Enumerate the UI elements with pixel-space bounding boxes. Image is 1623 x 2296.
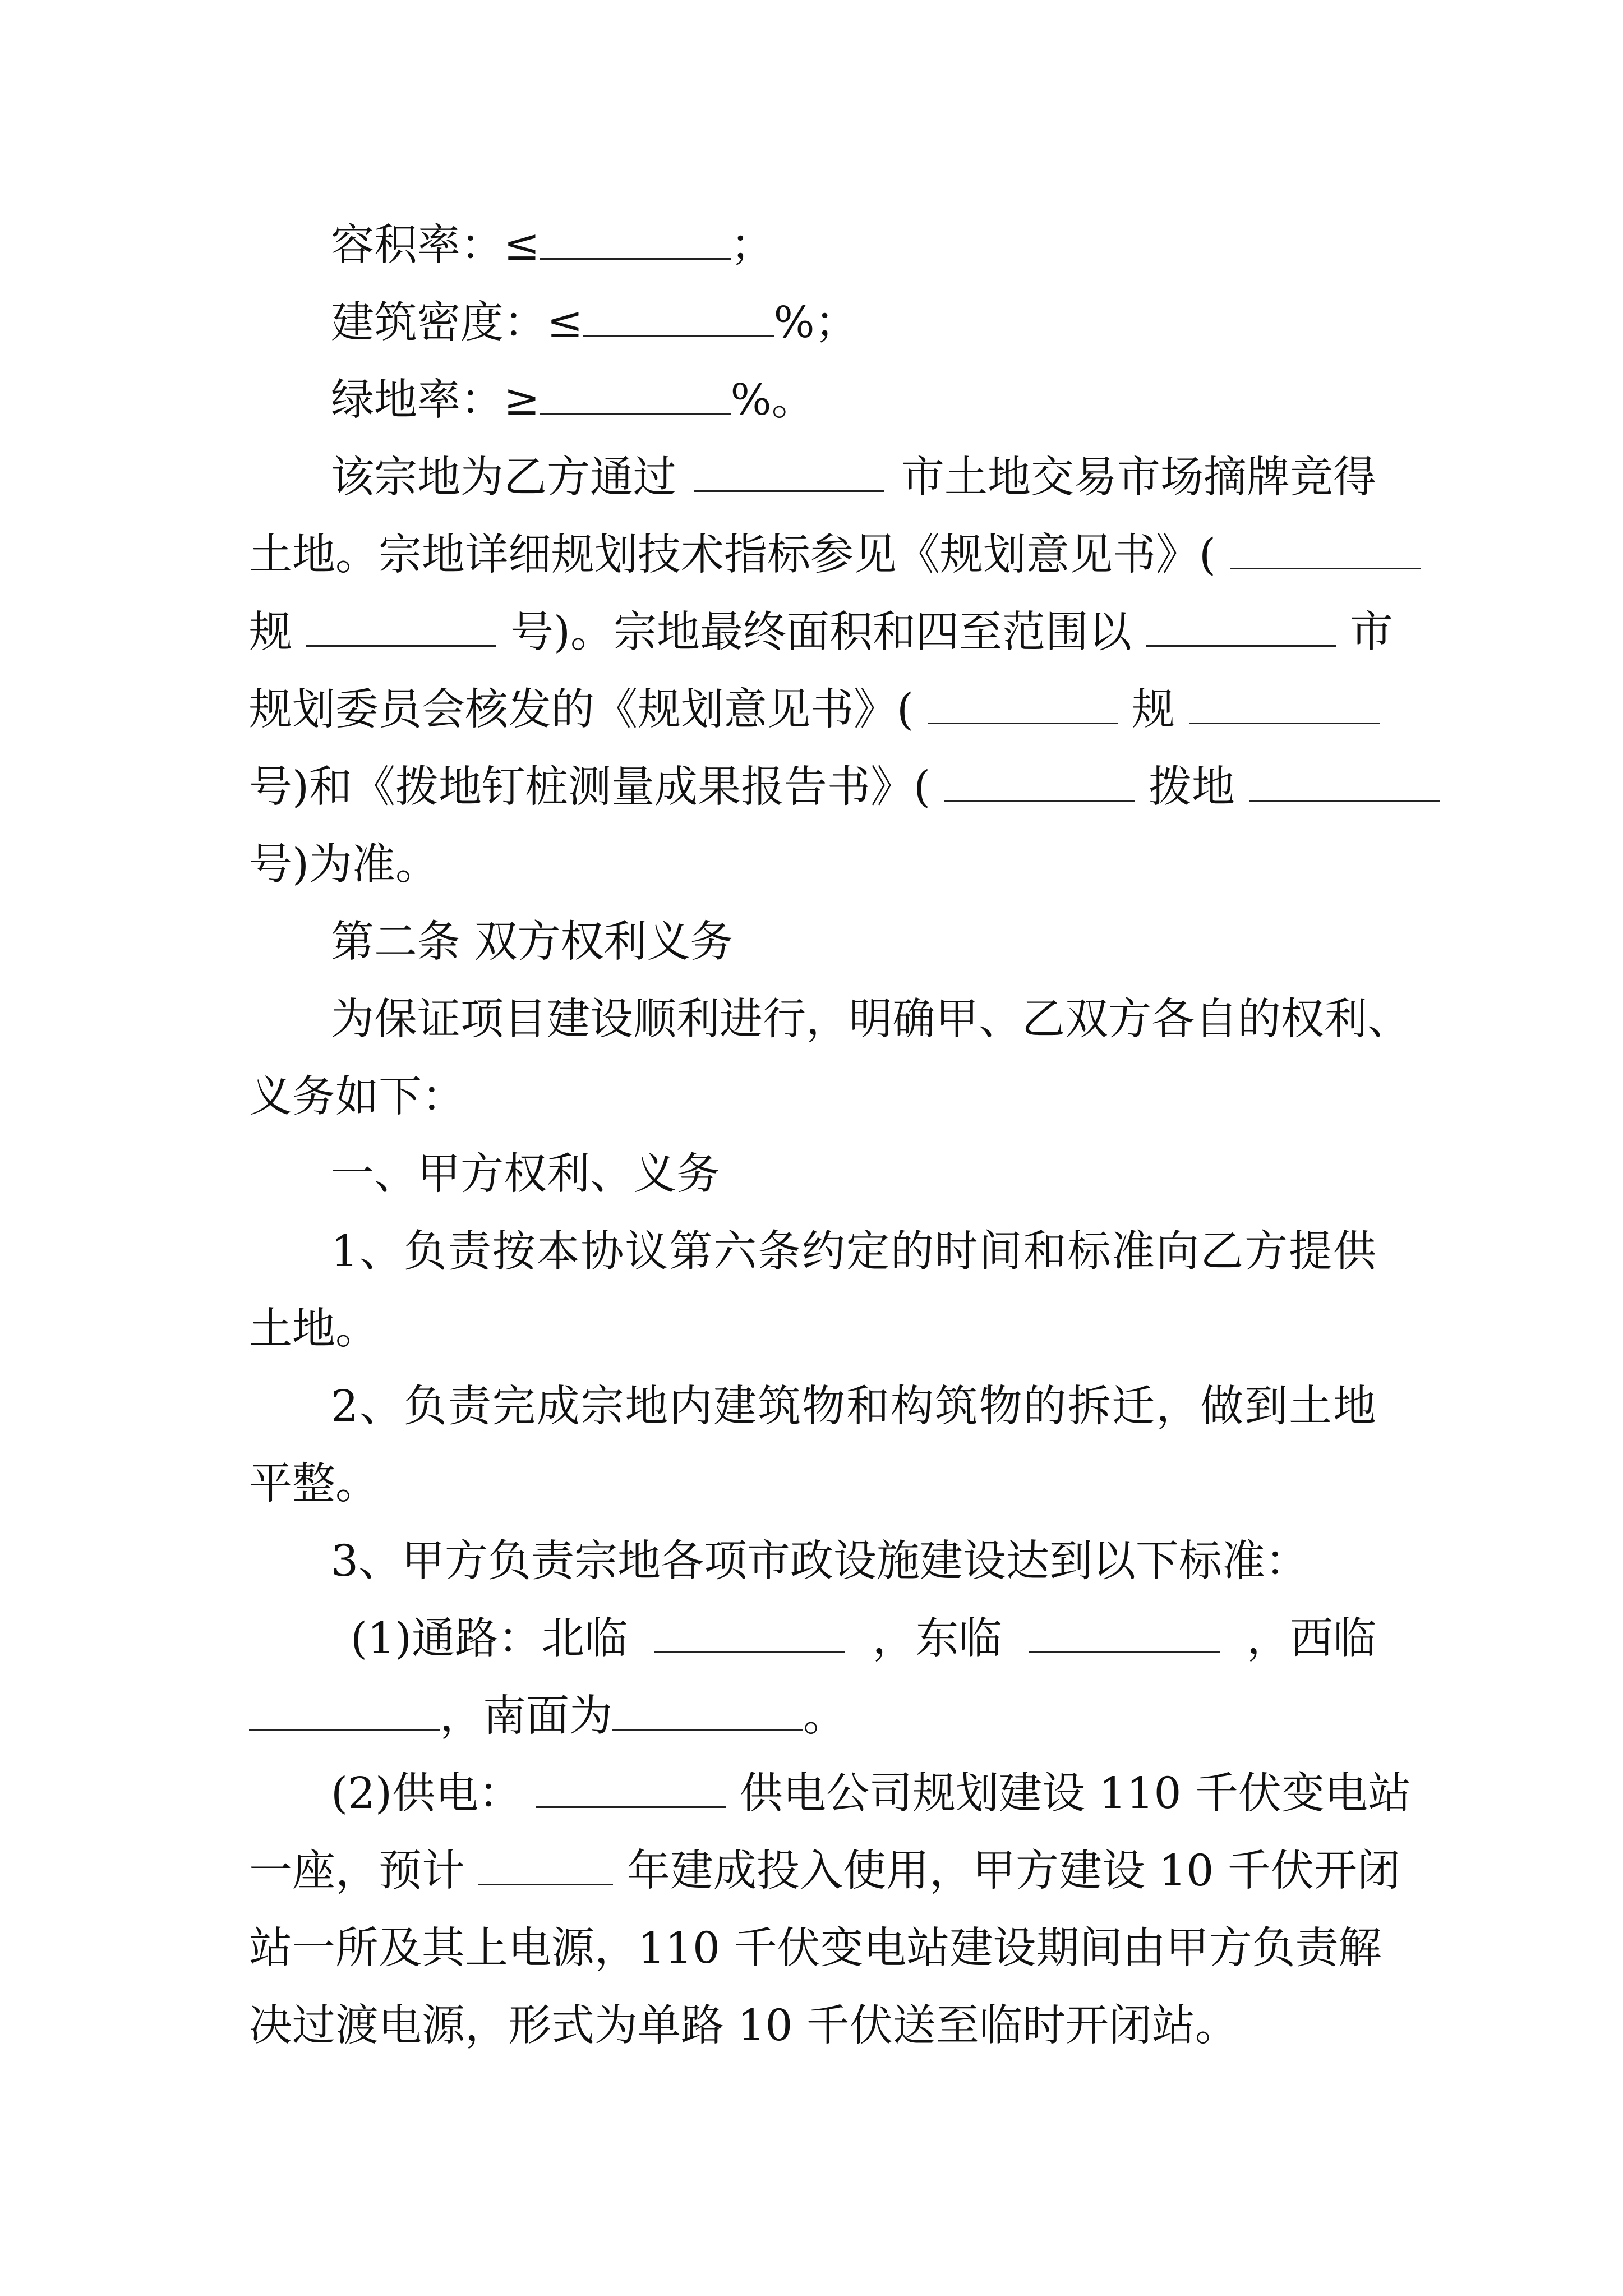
- blank: [1249, 758, 1440, 802]
- blank: [944, 758, 1135, 802]
- paragraph-line: 号)和《拨地钉桩测量成果报告书》( 拨地: [249, 748, 1376, 827]
- blank: [654, 1610, 845, 1653]
- power-line: (2)供电： 供电公司规划建设 110 千伏变电站: [331, 1755, 1376, 1833]
- paragraph-line: 规划委员会核发的《规划意见书》( 规: [249, 671, 1376, 749]
- paragraph-line: 平整。: [249, 1459, 379, 1509]
- blank: [1189, 681, 1380, 724]
- building-density-line: 建筑密度：≤ %；: [331, 284, 858, 362]
- blank: [540, 371, 731, 415]
- paragraph-line: 该宗地为乙方通过 市土地交易市场摘牌竞得: [331, 439, 1376, 517]
- paragraph-line: 义务如下：: [249, 1072, 465, 1122]
- blank: [540, 217, 731, 260]
- paragraph-line: 土地。: [249, 1304, 379, 1354]
- blank: [694, 449, 884, 492]
- blank: [583, 294, 774, 337]
- blank: [1029, 1610, 1220, 1653]
- blank: [536, 1765, 726, 1808]
- blank: [612, 1687, 803, 1731]
- paragraph-line: 1、负责按本协议第六条约定的时间和标准向乙方提供: [331, 1227, 1376, 1277]
- blank: [306, 604, 496, 647]
- paragraph-line: 土地。宗地详细规划技术指标参见《规划意见书》(: [249, 516, 1376, 595]
- section-heading: 一、甲方权利、义务: [331, 1149, 720, 1199]
- blank: [478, 1842, 613, 1885]
- power-line: 一座，预计 年建成投入使用，甲方建设 10 千伏开闭: [249, 1832, 1376, 1911]
- blank: [249, 1687, 440, 1731]
- road-line: (1)通路：北临 ，东临 ，西临: [351, 1600, 1376, 1678]
- blank: [1146, 604, 1336, 647]
- paragraph-line: 2、负责完成宗地内建筑物和构筑物的拆迁，做到土地: [331, 1382, 1376, 1432]
- blank: [1230, 526, 1421, 569]
- green-ratio-line: 绿地率：≥ %。: [331, 361, 815, 440]
- ratio-plot-line: 容积率：≤ ；: [331, 206, 774, 285]
- paragraph-line: 规 号)。宗地最终面积和四至范围以 市: [249, 593, 1376, 672]
- paragraph-line: 3、甲方负责宗地各项市政设施建设达到以下标准：: [331, 1536, 1308, 1586]
- article-heading: 第二条 双方权利义务: [331, 917, 734, 967]
- paragraph-line: 为保证项目建设顺利进行，明确甲、乙双方各自的权利、: [331, 995, 1410, 1045]
- road-line: ，南面为 。: [249, 1677, 846, 1756]
- power-line: 决过渡电源，形式为单路 10 千伏送至临时开闭站。: [249, 2001, 1238, 2051]
- blank: [928, 681, 1118, 724]
- power-line: 站一所及其上电源，110 千伏变电站建设期间由甲方负责解: [249, 1924, 1382, 1973]
- paragraph-line: 号)为准。: [249, 840, 439, 890]
